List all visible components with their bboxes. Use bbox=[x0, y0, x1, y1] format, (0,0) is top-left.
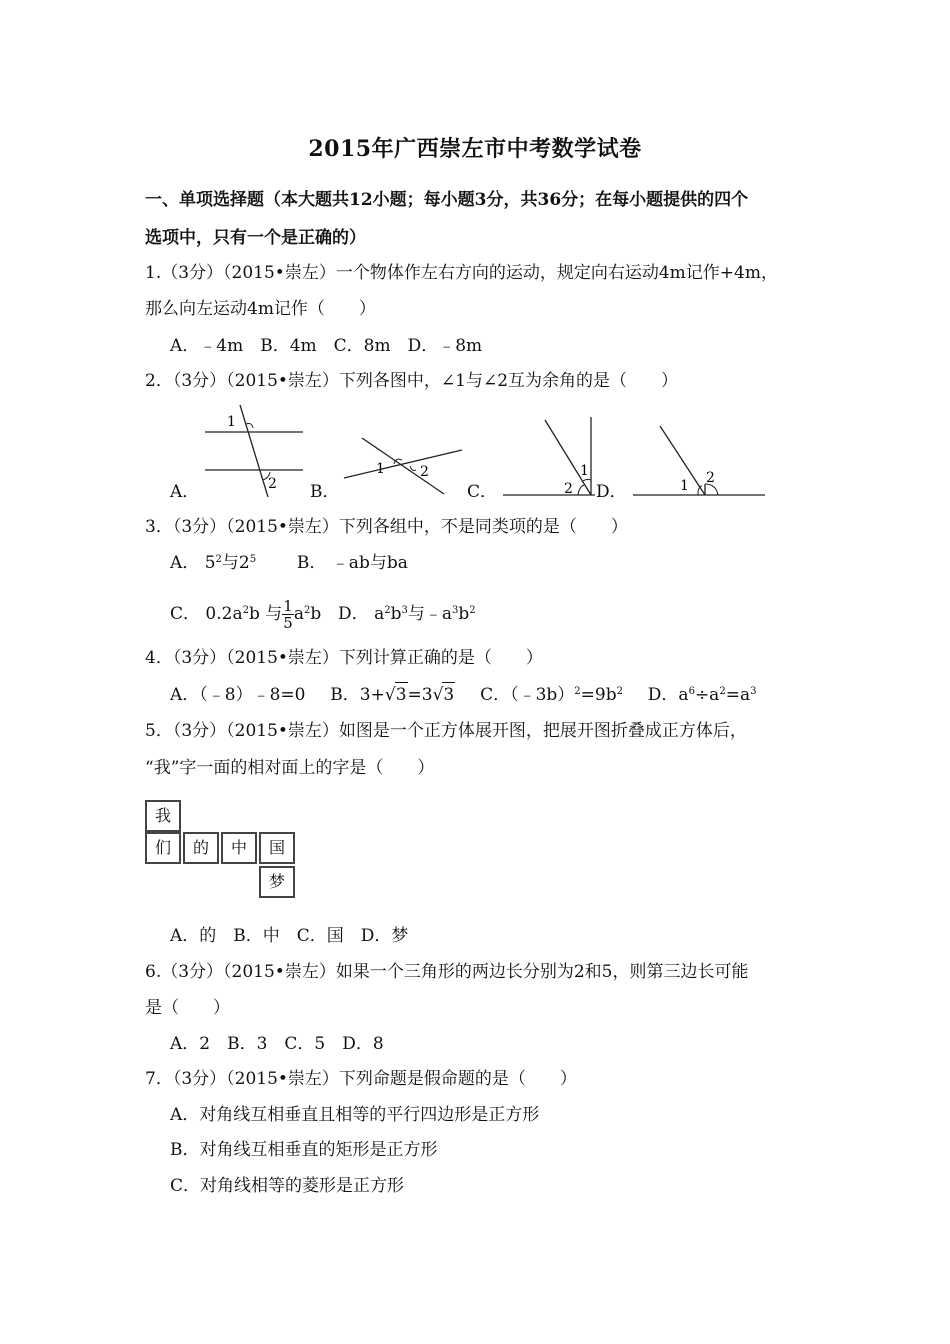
q1-options: A．﹣4m B．4m C．8m D．﹣8m bbox=[170, 336, 483, 356]
q3-options-cd: C． $0.2a^2b$ 与 $\frac{1}{5}$ $a^2b$ D． $a^2b^3$与$﹣a^3b^2$ bbox=[170, 597, 476, 632]
q2d-angle1-label: 1 bbox=[680, 478, 689, 494]
q1-stem-line2: 那么向左运动4m记作（ ） bbox=[145, 299, 376, 319]
q2c-angle1-label: 1 bbox=[580, 463, 589, 479]
net-cell-meng: 梦 bbox=[259, 866, 295, 898]
q4-option-a: A．（﹣8）﹣8=0 bbox=[170, 685, 306, 705]
q3-option-b-label: B． bbox=[296, 553, 327, 573]
q6-stem-line1: 6.（3分）（2015•崇左）如果一个三角形的两边长分别为2和5，则第三边长可能 bbox=[145, 962, 749, 982]
q2-option-d-label: D． bbox=[596, 482, 627, 502]
sqrt-icon: √ bbox=[384, 685, 396, 705]
q2-figure-c bbox=[500, 412, 600, 502]
q2-figure-a bbox=[200, 400, 310, 500]
q7-stem: 7．（3分）（2015•崇左）下列命题是假命题的是（ ） bbox=[145, 1069, 577, 1089]
q3-fraction: $\frac{1}{5}$ bbox=[283, 597, 293, 632]
net-cell-zhong: 中 bbox=[221, 832, 257, 864]
q2-figure-b bbox=[340, 420, 470, 500]
q2c-angle2-label: 2 bbox=[564, 481, 573, 497]
q3-option-a-label: A． bbox=[170, 553, 200, 573]
q3-stem: 3．（3分）（2015•崇左）下列各组中，不是同类项的是（ ） bbox=[145, 517, 628, 537]
q1-stem-line1: 1.（3分）（2015•崇左）一个物体作左右方向的运动，规定向右运动4m记作+4m， bbox=[145, 263, 778, 283]
page-title: 2015年广西崇左市中考数学试卷 bbox=[308, 136, 642, 162]
q2-option-b-label: B． bbox=[310, 482, 340, 502]
q7-option-a: A．对角线互相垂直且相等的平行四边形是正方形 bbox=[170, 1105, 540, 1125]
q7-option-c: C．对角线相等的菱形是正方形 bbox=[170, 1176, 405, 1196]
q5-stem-line1: 5．（3分）（2015•崇左）如图是一个正方体展开图，把展开图折叠成正方体后， bbox=[145, 721, 747, 741]
q4-stem: 4．（3分）（2015•崇左）下列计算正确的是（ ） bbox=[145, 648, 543, 668]
q2a-angle1-label: 1 bbox=[227, 414, 236, 430]
q2b-angle1-label: 1 bbox=[376, 461, 385, 477]
q3-options-ab: A． $5^2$与$2^5$ B． ﹣ab与ba bbox=[170, 553, 408, 573]
q2d-angle2-label: 2 bbox=[706, 470, 715, 486]
q6-stem-line2: 是（ ） bbox=[145, 998, 230, 1018]
q7-option-b: B．对角线互相垂直的矩形是正方形 bbox=[170, 1140, 438, 1160]
q2-figure-d bbox=[630, 420, 770, 502]
section-heading-line1: 一、单项选择题（本大题共12小题；每小题3分，共36分；在每小题提供的四个 bbox=[145, 190, 749, 210]
q2-option-c-label: C． bbox=[467, 482, 498, 502]
q5-options: A．的 B．中 C．国 D．梦 bbox=[170, 926, 409, 946]
net-cell-guo: 国 bbox=[259, 832, 295, 864]
q2-stem: 2．（3分）（2015•崇左）下列各图中，∠1与∠2互为余角的是（ ） bbox=[145, 371, 679, 391]
q3-option-d-label: D． bbox=[338, 604, 369, 624]
q2a-angle2-label: 2 bbox=[268, 476, 277, 492]
q3-option-c-label: C． bbox=[170, 604, 201, 624]
net-cell-wo: 我 bbox=[145, 800, 181, 832]
q2-option-a-label: A． bbox=[170, 482, 200, 502]
q5-stem-line2: “我”字一面的相对面上的字是（ ） bbox=[145, 758, 435, 778]
section-heading-line2: 选项中，只有一个是正确的） bbox=[145, 228, 366, 248]
net-cell-men: 们 bbox=[145, 832, 181, 864]
sqrt-icon: √ bbox=[432, 685, 444, 705]
q2b-angle2-label: 2 bbox=[420, 464, 429, 480]
q4-options: A．（﹣8）﹣8=0 B．3+√3=3√3 C．$(﹣3b)^2=9b^2$ D．$a^6\div a^2=a^3$ bbox=[170, 682, 756, 707]
net-cell-de: 的 bbox=[183, 832, 219, 864]
q6-options: A．2 B．3 C．5 D．8 bbox=[170, 1034, 384, 1054]
q3-option-b-text: ﹣ab与ba bbox=[331, 553, 408, 573]
